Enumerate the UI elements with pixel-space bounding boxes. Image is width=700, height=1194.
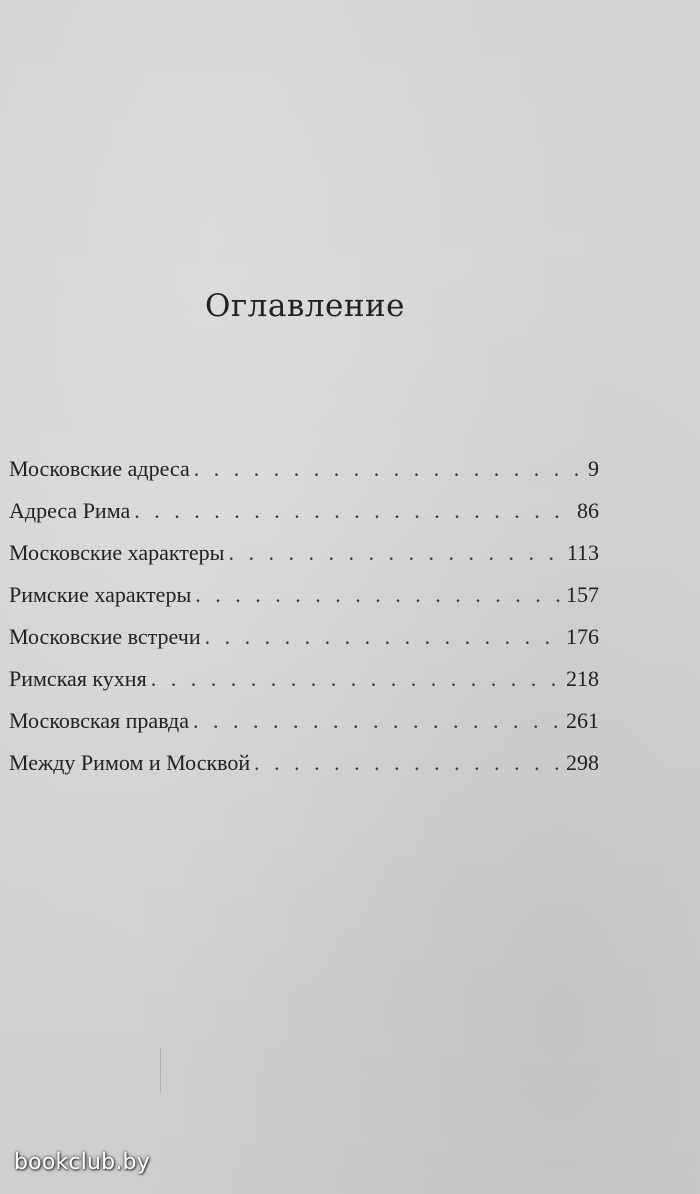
dot-leader: [194, 456, 582, 482]
dot-leader: [205, 624, 560, 650]
dot-leader: [151, 666, 560, 692]
toc-entry-title: Между Римом и Москвой: [9, 750, 251, 775]
paper-crease-mark: [160, 1048, 171, 1092]
toc-entry-page: 113: [566, 540, 599, 565]
toc-entry-title: Московские адреса: [9, 456, 190, 481]
toc-entry-page: 9: [588, 456, 599, 481]
toc-entry-title: Московские встречи: [9, 624, 201, 649]
toc-entry-page: 176: [566, 624, 599, 649]
toc-entry: [9, 540, 599, 582]
toc-entry-title: Московская правда: [9, 708, 189, 733]
toc-entry-title: Римские характеры: [9, 582, 192, 607]
toc-entry-page: 157: [566, 582, 599, 607]
toc-entry-title: Римская кухня: [9, 666, 147, 691]
toc-entry-page: 261: [566, 708, 599, 733]
toc-entry: [9, 750, 599, 792]
toc-entry-title: Московские характеры: [9, 540, 225, 565]
dot-leader: [195, 582, 560, 608]
dot-leader: [254, 750, 560, 776]
toc-entry: [9, 456, 599, 498]
toc-entry: [9, 624, 599, 666]
dot-leader: [134, 498, 571, 524]
page-title: Оглавление: [205, 288, 405, 324]
toc-entry: [9, 708, 599, 750]
dot-leader: [228, 540, 560, 566]
toc-entry: [9, 582, 599, 624]
dot-leader: [193, 708, 560, 734]
toc-entry: [9, 498, 599, 540]
toc-entry-page: 298: [566, 750, 599, 775]
watermark: bookclub.by: [14, 1150, 150, 1175]
table-of-contents: [9, 456, 599, 792]
toc-entry: [9, 666, 599, 708]
toc-entry-title: Адреса Рима: [9, 498, 131, 523]
toc-entry-page: 86: [577, 498, 599, 523]
toc-entry-page: 218: [566, 666, 599, 691]
